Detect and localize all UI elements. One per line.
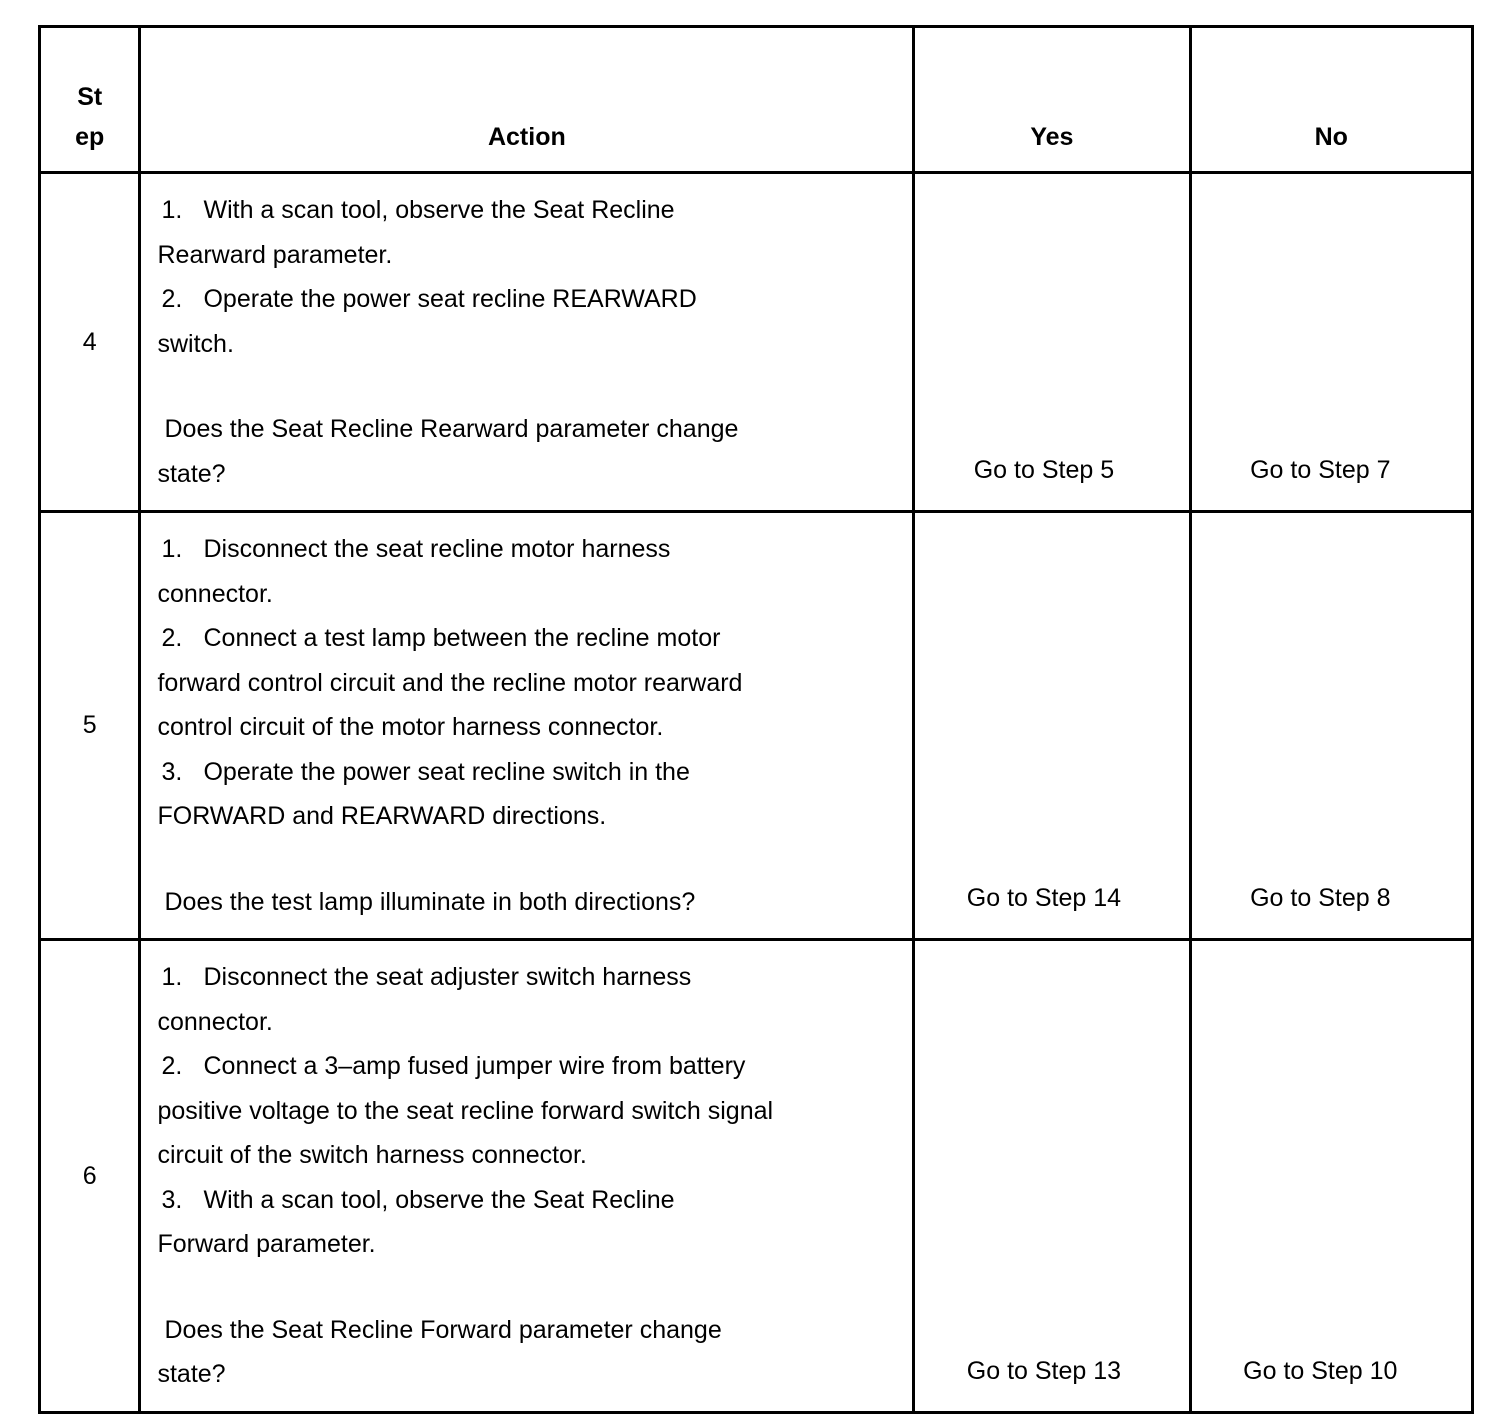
action-line: 2. Connect a test lamp between the recline motor xyxy=(161,624,721,652)
action-line: connector. xyxy=(157,1007,273,1036)
action-line: switch. xyxy=(157,329,234,358)
header-action: Action xyxy=(140,27,914,173)
action-cell xyxy=(140,940,914,1413)
question-cont: state? xyxy=(157,1360,226,1388)
yes-result: Go to Step 5 xyxy=(914,173,1190,512)
action-line: FORWARD and REARWARD directions. xyxy=(157,802,607,830)
question: Does the test lamp illuminate in both directions? xyxy=(164,887,696,916)
step-number: 5 xyxy=(40,512,140,940)
action-line: Forward parameter. xyxy=(157,1230,376,1258)
yes-result: Go to Step 14 xyxy=(914,512,1190,940)
header-no: No xyxy=(1190,27,1472,173)
header-step-line2: ep xyxy=(75,123,105,151)
action-line: 3. With a scan tool, observe the Seat Recline xyxy=(161,1185,675,1214)
action-line: 2. Connect a 3–amp fused jumper wire from battery xyxy=(161,1052,746,1080)
diagnostic-table xyxy=(38,25,1474,1414)
action-line: forward control circuit and the recline motor rearward xyxy=(157,668,743,697)
action-line: 1. With a scan tool, observe the Seat Recline xyxy=(161,196,675,224)
action-line: positive voltage to the seat recline forward switch signal xyxy=(157,1096,774,1125)
action-cell xyxy=(140,173,914,512)
no-result: Go to Step 10 xyxy=(1190,940,1472,1413)
action-line: 2. Operate the power seat recline REARWARD xyxy=(161,285,697,313)
action-line: Rearward parameter. xyxy=(157,240,393,269)
no-result: Go to Step 7 xyxy=(1190,173,1472,512)
action-line: connector. xyxy=(157,579,273,608)
action-line: 1. Disconnect the seat recline motor harness xyxy=(161,535,671,563)
question: Does the Seat Recline Forward parameter change xyxy=(164,1315,722,1344)
question: Does the Seat Recline Rearward parameter change xyxy=(164,415,739,443)
table-row xyxy=(40,940,1473,1413)
step-number: 4 xyxy=(40,173,140,512)
header-row xyxy=(40,27,1473,173)
action-line: circuit of the switch harness connector. xyxy=(157,1141,587,1169)
action-line: 3. Operate the power seat recline switch in the xyxy=(161,757,690,786)
question-cont: state? xyxy=(157,459,226,488)
header-yes: Yes xyxy=(914,27,1190,173)
header-step-line1: St xyxy=(77,83,103,111)
table-row xyxy=(40,173,1473,512)
action-line: control circuit of the motor harness connector. xyxy=(157,713,664,741)
header-step xyxy=(40,27,140,173)
action-cell xyxy=(140,512,914,940)
table-row xyxy=(40,512,1473,940)
step-number: 6 xyxy=(40,940,140,1413)
yes-result: Go to Step 13 xyxy=(914,940,1190,1413)
no-result: Go to Step 8 xyxy=(1190,512,1472,940)
action-line: 1. Disconnect the seat adjuster switch harness xyxy=(161,963,692,991)
